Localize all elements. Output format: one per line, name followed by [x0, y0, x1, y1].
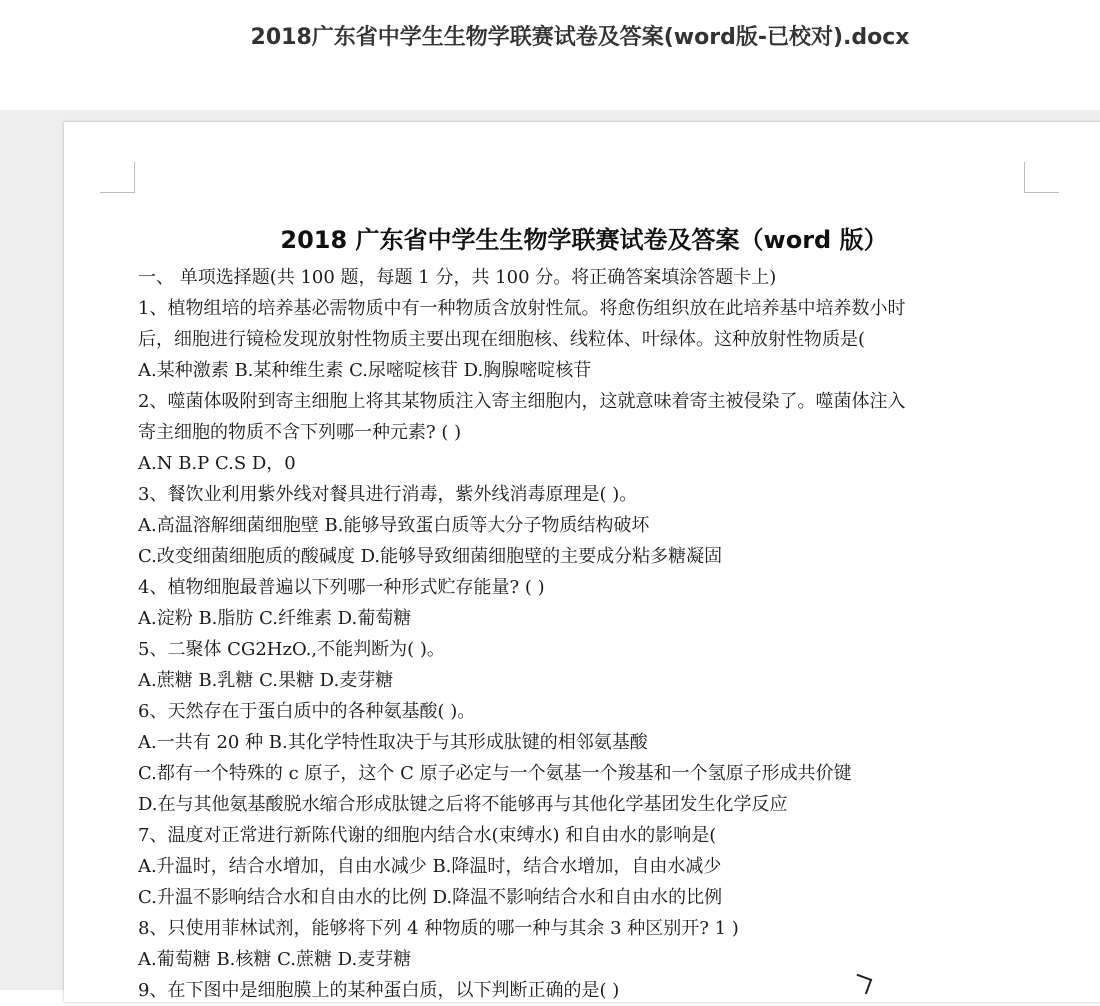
text-line: 6、天然存在于蛋白质中的各种氨基酸( )。 [138, 701, 476, 722]
text-line: C.升温不影响结合水和自由水的比例 D.降温不影响结合水和自由水的比例 [138, 887, 723, 908]
text-line: A.高温溶解细菌细胞壁 B.能够导致蛋白质等大分子物质结构破坏 [138, 515, 650, 536]
text-line: D.在与其他氨基酸脱水缩合形成肽键之后将不能够再与其他化学基团发生化学反应 [138, 794, 788, 815]
margin-corner-top-left [100, 162, 135, 193]
text-line: A.蔗糖 B.乳糖 C.果糖 D.麦芽糖 [138, 670, 394, 691]
text-line: A.葡萄糖 B.核糖 C.蔗糖 D.麦芽糖 [138, 949, 412, 970]
file-title: 2018广东省中学生生物学联赛试卷及答案(word版-已校对).docx [250, 25, 910, 50]
text-line: 1、植物组培的培养基必需物质中有一种物质含放射性氚。将愈伤组织放在此培养基中培养数小时 [138, 298, 906, 319]
text-line: 7、温度对正常进行新陈代谢的细胞内结合水(束缚水) 和自由水的影响是( [138, 825, 717, 846]
text-line: A.N B.P C.S D，0 [138, 453, 296, 474]
text-line: C.都有一个特殊的 c 原子，这个 C 原子必定与一个氨基一个羧基和一个氢原子形成共价键 [138, 763, 852, 784]
title-bar [0, 0, 1100, 110]
text-line: A.升温时，结合水增加，自由水减少 B.降温时，结合水增加，自由水减少 [138, 856, 722, 877]
text-line: 3、餐饮业利用紫外线对餐具进行消毒，紫外线消毒原理是( )。 [138, 484, 638, 505]
margin-corner-top-right [1024, 162, 1059, 193]
text-line: C.改变细菌细胞质的酸碱度 D.能够导致细菌细胞壁的主要成分粘多糖凝固 [138, 546, 723, 567]
document-viewer[interactable] [0, 110, 1100, 1001]
text-line: 4、植物细胞最普遍以下列哪一种形式贮存能量? ( ) [138, 577, 545, 598]
text-line: 2、噬菌体吸附到寄主细胞上将其某物质注入寄主细胞内，这就意味着寄主被侵染了。噬菌体注入 [138, 391, 906, 412]
text-line: 9、在下图中是细胞膜上的某种蛋白质，以下判断正确的是( ) [138, 980, 620, 1001]
document-page [64, 122, 1100, 1002]
text-line: 5、二聚体 CG2HzO.,不能判断为( )。 [138, 639, 445, 660]
text-line: A.淀粉 B.脂肪 C.纤维素 D.葡萄糖 [138, 608, 412, 629]
text-line: 后，细胞进行镜检发现放射性物质主要出现在细胞核、线粒体、叶绿体。这种放射性物质是( [138, 329, 866, 350]
text-line: 8、只使用菲林试剂，能够将下列 4 种物质的哪一种与其余 3 种区别开? 1 ) [138, 918, 739, 939]
text-line: 寄主细胞的物质不含下列哪一种元素? ( ) [138, 422, 462, 443]
text-line: 一、 单项选择题(共 100 题，每题 1 分，共 100 分。将正确答案填涂答题卡上) [138, 267, 777, 288]
text-line: A.某种激素 B.某种维生素 C.尿嘧啶核苷 D.胸腺嘧啶核苷 [138, 360, 592, 381]
document-body [138, 262, 1038, 1006]
text-line: A.一共有 20 种 B.其化学特性取决于与其形成肽键的相邻氨基酸 [138, 732, 648, 753]
document-title: 2018 广东省中学生生物学联赛试卷及答案（word 版） [280, 226, 888, 254]
